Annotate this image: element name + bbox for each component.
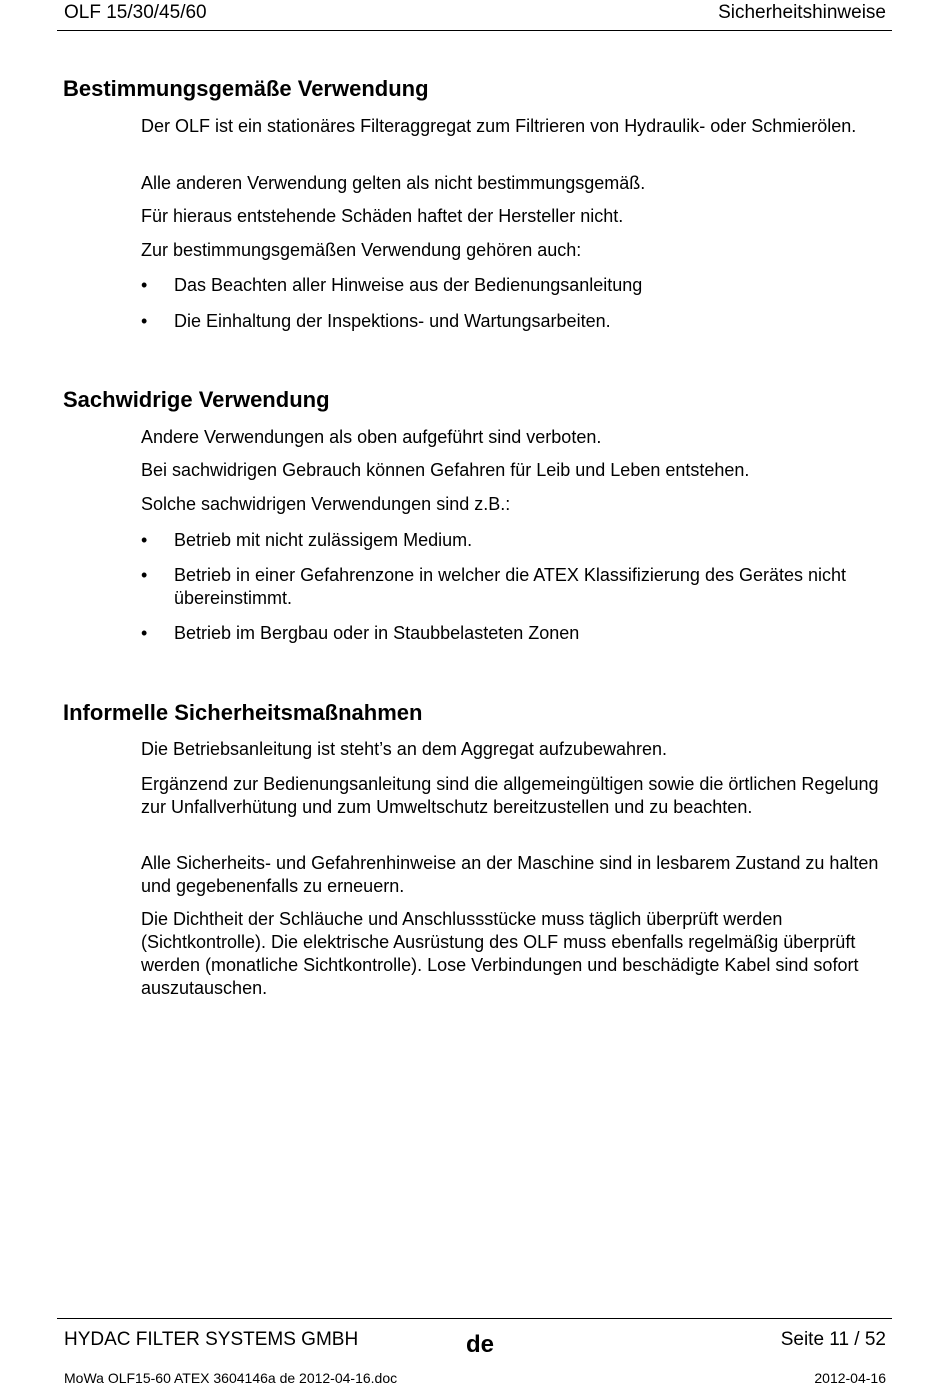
section-heading-informelle: Informelle Sicherheitsmaßnahmen — [63, 700, 423, 725]
bullet-icon: • — [141, 275, 148, 295]
bullet-icon: • — [141, 623, 148, 643]
bullet-icon: • — [141, 565, 148, 585]
list-item-text: Betrieb im Bergbau oder in Staubbelasteten Zonen — [174, 623, 580, 643]
page-footer — [57, 1318, 892, 1399]
section-heading-bestimmungsgemaess: Bestimmungsgemäße Verwendung — [63, 76, 429, 101]
bullet-icon: • — [141, 311, 148, 331]
footer-document-name: MoWa OLF15-60 ATEX 3604146a de 2012-04-16.doc — [64, 1370, 398, 1386]
paragraph: Zur bestimmungsgemäßen Verwendung gehören auch: — [141, 240, 582, 260]
paragraph: Ergänzend zur Bedienungsanleitung sind die allgemeingültigen sowie die örtlichen Regelung zur Unfallverhütung und zum Umweltschutz bereitzustellen und zu beachten. — [141, 774, 879, 817]
footer-date: 2012-04-16 — [814, 1370, 886, 1386]
footer-company: HYDAC FILTER SYSTEMS GMBH — [64, 1329, 359, 1350]
section-heading-sachwidrig: Sachwidrige Verwendung — [63, 387, 330, 412]
footer-page-number: Seite 11 / 52 — [780, 1329, 886, 1350]
bullet-icon: • — [141, 530, 148, 550]
page-header — [57, 0, 892, 31]
header-chapter: Sicherheitshinweise — [718, 2, 886, 23]
paragraph: Andere Verwendungen als oben aufgeführt sind verboten. — [141, 427, 602, 447]
paragraph: Bei sachwidrigen Gebrauch können Gefahren für Leib und Leben entstehen. — [141, 460, 750, 480]
paragraph: Der OLF ist ein stationäres Filteraggregat zum Filtrieren von Hydraulik- oder Schmierölen. — [141, 116, 857, 136]
list-item-text: Betrieb mit nicht zulässigem Medium. — [174, 530, 473, 550]
list-item-text: Betrieb in einer Gefahrenzone in welcher die ATEX Klassifizierung des Gerätes nicht übereinstimmt. — [174, 565, 847, 608]
list-item-text: Das Beachten aller Hinweise aus der Bedienungsanleitung — [174, 275, 643, 295]
header-model: OLF 15/30/45/60 — [64, 2, 207, 23]
footer-language: de — [466, 1331, 495, 1358]
paragraph: Alle Sicherheits- und Gefahrenhinweise an der Maschine sind in lesbarem Zustand zu halten und gegebenenfalls zu erneuern. — [141, 853, 879, 896]
list-item-text: Die Einhaltung der Inspektions- und Wartungsarbeiten. — [174, 311, 611, 331]
paragraph: Alle anderen Verwendung gelten als nicht bestimmungsgemäß. — [141, 173, 646, 193]
paragraph: Für hieraus entstehende Schäden haftet der Hersteller nicht. — [141, 206, 624, 226]
paragraph: Die Dichtheit der Schläuche und Anschlussstücke muss täglich überprüft werden (Sichtkontrolle). Die elektrische Ausrüstung des OLF muss ebenfalls regelmäßig überprüft werden (monatliche Sichtkontrolle). Lose Verbindungen und beschädigte Kabel sind sofort auszutauschen. — [141, 909, 859, 998]
paragraph: Solche sachwidrigen Verwendungen sind z.B.: — [141, 494, 511, 514]
paragraph: Die Betriebsanleitung ist steht’s an dem Aggregat aufzubewahren. — [141, 739, 667, 759]
